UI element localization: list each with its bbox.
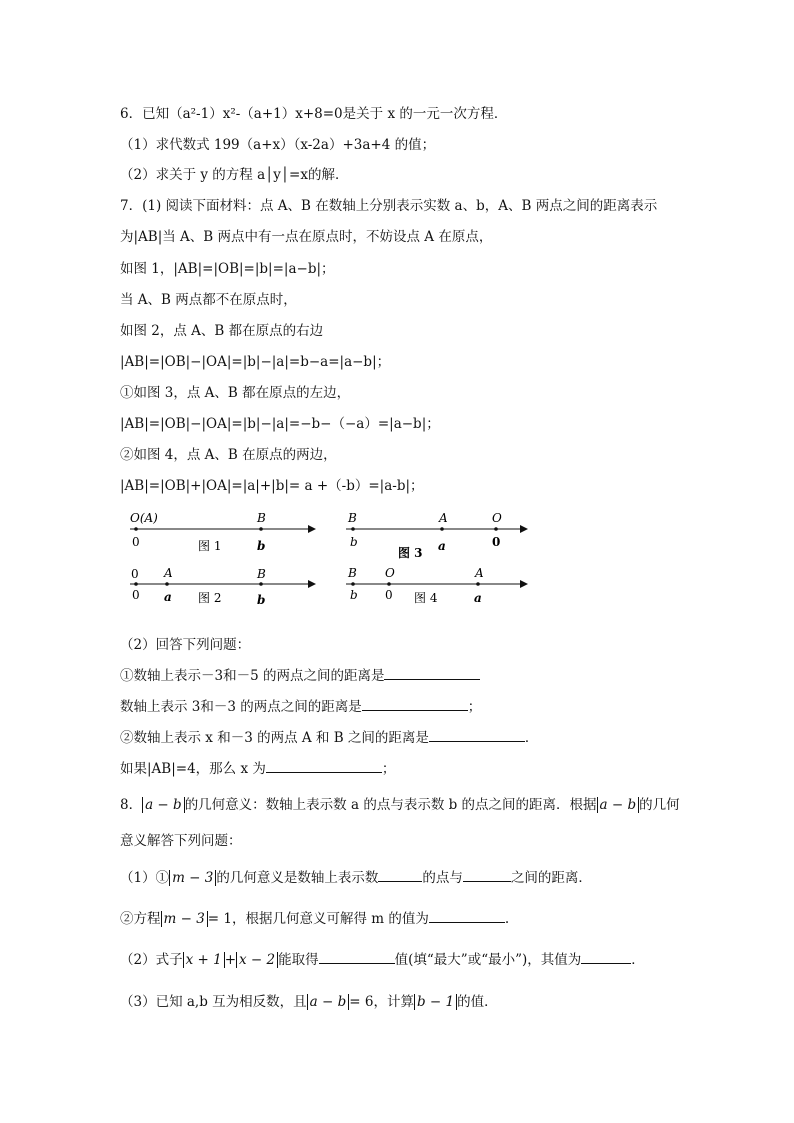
figure-1-number-line bbox=[118, 510, 318, 560]
answer-blank[interactable] bbox=[384, 667, 480, 680]
fig1-label-b: b bbox=[257, 539, 266, 553]
q8-part3-end: 的值． bbox=[457, 994, 498, 1010]
q7-fig3-eq: |AB|=|OB|−|OA|=|b|−|a|=−b−（−a）=|a−b|； bbox=[120, 416, 440, 432]
fig2-caption: 图 2 bbox=[198, 591, 222, 605]
fig3-label-a: a bbox=[438, 539, 446, 553]
q7-question-2 bbox=[120, 729, 538, 747]
q8-part1-text: 的几何意义是数轴上表示数 bbox=[216, 870, 379, 886]
q7-question-3-end: ； bbox=[381, 761, 396, 777]
q7-intro-1: 7．(1) 阅读下面材料：点 A、B 在数轴上分别表示实数 a、b，A、B 两点之间的距离表示 bbox=[120, 198, 658, 214]
q8-part1-q2-text: = 1，根据几何意义可解得 m 的值为 bbox=[207, 911, 429, 927]
abs-a-minus-b: a − b bbox=[142, 797, 185, 813]
q8-part1-prefix: （1）① bbox=[120, 870, 170, 886]
q7-intro-2: 为|AB|当 A、B 两点中有一点在原点时，不妨设点 A 在原点， bbox=[120, 229, 493, 245]
q7-fig3-text: ①如图 3，点 A、B 都在原点的左边， bbox=[120, 385, 351, 401]
answer-blank[interactable] bbox=[581, 951, 631, 964]
fig3-caption: 图 3 bbox=[398, 546, 423, 560]
fig4-label-o-top: O bbox=[385, 566, 395, 580]
q8-number: 8． bbox=[120, 797, 143, 813]
q7-question-3 bbox=[120, 760, 395, 778]
q6-part2: （2）求关于 y 的方程 a│y│=x的解． bbox=[120, 167, 349, 183]
q8-part2-end: ． bbox=[631, 952, 645, 968]
fig2-label-b-top: B bbox=[257, 567, 266, 581]
answer-blank[interactable] bbox=[362, 698, 468, 711]
figure-3-number-line bbox=[340, 510, 540, 560]
q8-line-2: 意义解答下列问题： bbox=[120, 833, 242, 849]
fig1-label-zero: 0 bbox=[132, 535, 140, 549]
figure-4-number-line bbox=[340, 566, 540, 616]
q7-fig4-eq: |AB|=|OB|+|OA|=|a|+|b|= a +（-b）=|a-b|； bbox=[120, 478, 424, 494]
fig1-caption: 图 1 bbox=[198, 539, 222, 553]
fig2-label-a: a bbox=[164, 590, 172, 604]
q7-question-1-text: ①数轴上表示－3和－5 的两点之间的距离是 bbox=[120, 668, 385, 684]
q7-fig4-text: ②如图 4，点 A、B 在原点的两边， bbox=[120, 447, 337, 463]
fig2-label-a-top: A bbox=[164, 566, 173, 580]
answer-blank[interactable] bbox=[429, 910, 505, 923]
q7-case-text: 当 A、B 两点都不在原点时， bbox=[120, 292, 297, 308]
q7-part2-title: （2）回答下列问题： bbox=[120, 637, 251, 653]
fig2-label-zero-top: 0 bbox=[131, 567, 139, 581]
q8-part1-q2 bbox=[120, 910, 509, 928]
q8-part3 bbox=[120, 993, 498, 1011]
fig4-label-zero: 0 bbox=[385, 588, 393, 602]
fig4-label-a-top: A bbox=[475, 566, 484, 580]
q7-question-1 bbox=[120, 667, 480, 685]
fig4-caption: 图 4 bbox=[414, 591, 438, 605]
q6-part1: （1）求代数式 199（a+x）（x-2a）+3a+4 的值； bbox=[120, 137, 436, 153]
q8-part2-text: 能取得 bbox=[278, 952, 319, 968]
abs-a-minus-b: a − b bbox=[307, 994, 350, 1010]
q7-question-1b-text: 数轴上表示 3和－3 的两点之间的距离是 bbox=[120, 699, 362, 715]
fig4-label-b-top: B bbox=[348, 566, 357, 580]
abs-x-minus-2: x − 2 bbox=[236, 952, 278, 968]
q8-part1-text2: 的点与 bbox=[422, 870, 463, 886]
q8-part1-q1 bbox=[120, 869, 592, 887]
abs-x-plus-1: x + 1 bbox=[183, 952, 225, 968]
fig2-label-b: b bbox=[257, 593, 266, 607]
answer-blank[interactable] bbox=[463, 869, 511, 882]
fig1-label-b-top: B bbox=[257, 511, 266, 525]
answer-blank[interactable] bbox=[378, 869, 422, 882]
plus-sign: + bbox=[224, 952, 237, 968]
answer-blank[interactable] bbox=[266, 760, 382, 773]
q8-line-1-end: 的几何 bbox=[639, 797, 680, 813]
fig3-label-zero: 0 bbox=[492, 535, 501, 549]
fig3-label-o-top: O bbox=[492, 511, 502, 525]
fig3-label-a-top: A bbox=[439, 511, 448, 525]
abs-b-minus-1: b − 1 bbox=[414, 994, 457, 1010]
q8-part2 bbox=[120, 951, 645, 969]
q7-question-1b-end: ； bbox=[467, 699, 482, 715]
q7-fig1-text: 如图 1，|AB|=|OB|=|b|=|a−b|； bbox=[120, 261, 335, 277]
q7-fig2-eq: |AB|=|OB|−|OA|=|b|−|a|=b−a=|a−b|； bbox=[120, 354, 391, 370]
q8-part2-text2: 值(填“最大”或“最小”)，其值为 bbox=[394, 952, 582, 968]
figure-2-number-line bbox=[118, 566, 318, 616]
fig2-label-zero: 0 bbox=[132, 588, 140, 602]
fig1-label-oa: O(A) bbox=[130, 511, 158, 525]
abs-a-minus-b: a − b bbox=[597, 797, 640, 813]
q7-question-1b bbox=[120, 698, 481, 716]
abs-m-minus-3: m − 3 bbox=[169, 870, 216, 886]
answer-blank[interactable] bbox=[429, 729, 525, 742]
fig4-label-a: a bbox=[474, 591, 482, 605]
q8-part1-q2-prefix: ②方程 bbox=[120, 911, 161, 927]
q7-question-2-end: ． bbox=[524, 730, 539, 746]
q7-fig2-text: 如图 2，点 A、B 都在原点的右边 bbox=[120, 323, 324, 339]
answer-blank[interactable] bbox=[319, 951, 395, 964]
fig3-label-b-top: B bbox=[348, 511, 357, 525]
q8-part3-prefix: （3）已知 a,b 互为相反数，且 bbox=[120, 994, 307, 1010]
q8-part1-text3: 之间的距离． bbox=[510, 870, 592, 886]
fig3-label-b: b bbox=[350, 535, 358, 549]
q7-question-2-text: ②数轴上表示 x 和－3 的两点 A 和 B 之间的距离是 bbox=[120, 730, 429, 746]
q8-part3-text: = 6，计算 bbox=[349, 994, 414, 1010]
fig4-label-b: b bbox=[350, 588, 358, 602]
q8-line-1-text: 的几何意义：数轴上表示数 a 的点与表示数 b 的点之间的距离．根据 bbox=[184, 797, 597, 813]
q8-part2-prefix: （2）式子 bbox=[120, 952, 183, 968]
abs-m-minus-3: m − 3 bbox=[161, 911, 208, 927]
q8-line-1 bbox=[120, 796, 680, 814]
q6-title: 6．已知（a²-1）x²-（a+1）x+8=0是关于 x 的一元一次方程． bbox=[120, 106, 508, 122]
q7-question-3-text: 如果|AB|=4，那么 x 为 bbox=[120, 761, 266, 777]
q8-part1-q2-end: . bbox=[504, 911, 510, 927]
